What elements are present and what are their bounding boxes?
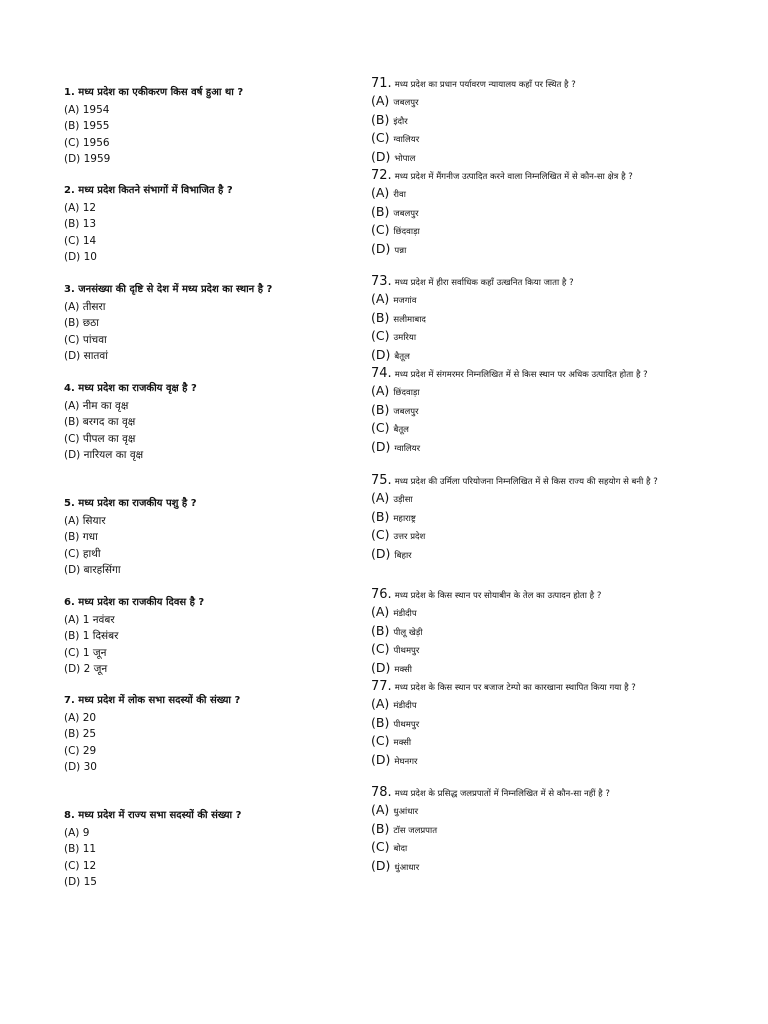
question-text: मध्य प्रदेश के प्रसिद्ध जलप्रपातों में निम्नलिखित में से कौन-सा नहीं है ? <box>394 789 610 799</box>
option-text: धुंआधार <box>394 862 420 873</box>
option-text: सलीमाबाद <box>393 314 426 325</box>
question-73 <box>371 276 671 365</box>
option-b <box>371 112 671 131</box>
option-d <box>371 241 671 260</box>
option-c <box>371 420 671 439</box>
option-a: (A) 20 <box>64 712 97 724</box>
question-text: मध्य प्रदेश में हीरा सर्वाधिक कहाँ उत्खनित किया जाता है ? <box>394 278 574 288</box>
option-letter: (B) <box>371 508 390 524</box>
option-c <box>371 328 671 347</box>
option-text: पीथमपुर <box>393 719 420 730</box>
option-letter: (B) <box>371 401 390 417</box>
options-list <box>64 200 344 265</box>
option-text: छिंदवाड़ा <box>393 227 420 237</box>
option-d <box>371 347 671 366</box>
question-text: मध्य प्रदेश का प्रधान पर्यावरण न्यायालय कहाँ पर स्थित है ? <box>394 80 576 90</box>
option-b <box>371 821 671 840</box>
options-list <box>64 513 344 578</box>
option-text: भोपाल <box>394 153 416 164</box>
option-d: (D) नारियल का वृक्ष <box>64 448 144 461</box>
question-8 <box>64 809 344 890</box>
option-letter: (D) <box>371 346 391 362</box>
question-title <box>371 78 671 91</box>
option-letter: (A) <box>371 802 390 817</box>
option-a <box>371 185 671 204</box>
option-text: बैतूल <box>393 425 409 435</box>
question-title <box>371 170 671 183</box>
option-text: महाराष्ट्र <box>393 513 416 524</box>
question-4 <box>64 382 344 463</box>
option-text: इंदौर <box>393 116 408 127</box>
option-a <box>371 490 671 509</box>
option-c: (C) पांचवा <box>64 333 107 346</box>
question-title: 8. मध्य प्रदेश में राज्य सभा सदस्यों की संख्या ? <box>64 810 242 821</box>
option-c: (C) 1 जून <box>64 646 107 659</box>
option-letter: (D) <box>371 751 391 767</box>
option-text: उड़ीसा <box>393 495 413 505</box>
options-list <box>371 185 671 259</box>
question-title <box>371 681 671 694</box>
option-d: (D) 15 <box>64 875 97 888</box>
question-number: 74. <box>371 366 392 381</box>
option-letter: (D) <box>371 240 391 256</box>
option-c: (C) हाथी <box>64 547 101 560</box>
question-75 <box>371 475 671 564</box>
option-text: पीलू खेड़ी <box>393 627 423 638</box>
option-b: (B) 13 <box>64 218 97 231</box>
question-text: मध्य प्रदेश के किस स्थान पर बजाज टेम्पो का कारखाना स्थापित किया गया है ? <box>394 683 636 693</box>
option-c: (C) पीपल का वृक्ष <box>64 432 136 445</box>
option-d <box>371 660 671 679</box>
option-letter: (D) <box>371 545 391 561</box>
options-list <box>371 291 671 365</box>
option-letter: (A) <box>371 93 390 108</box>
option-b <box>371 715 671 734</box>
question-title <box>371 589 671 602</box>
option-text: ग्वालियर <box>393 135 420 145</box>
option-b: (B) 11 <box>64 843 97 856</box>
option-b: (B) बरगद का वृक्ष <box>64 416 136 429</box>
option-text: बिहार <box>394 550 412 561</box>
question-76 <box>371 589 671 678</box>
options-list <box>371 604 671 678</box>
question-71 <box>371 78 671 167</box>
option-b <box>371 204 671 223</box>
option-c <box>371 839 671 858</box>
option-text: मेघनगर <box>394 756 418 767</box>
question-text: मध्य प्रदेश में मैंगनीज उत्पादित करने वाला निम्नलिखित में से कौन-सा क्षेत्र है ? <box>394 172 633 182</box>
option-letter: (A) <box>371 490 390 505</box>
option-b: (B) छठा <box>64 317 99 330</box>
options-list <box>64 825 344 890</box>
option-d <box>371 752 671 771</box>
question-title: 4. मध्य प्रदेश का राजकीय वृक्ष है ? <box>64 383 197 394</box>
option-b <box>371 509 671 528</box>
option-d <box>371 858 671 877</box>
option-c <box>371 733 671 752</box>
option-c <box>371 222 671 241</box>
option-letter: (B) <box>371 820 390 836</box>
option-text: ग्वालियर <box>394 443 421 454</box>
option-b: (B) 1955 <box>64 120 110 133</box>
question-title: 6. मध्य प्रदेश का राजकीय दिवस है ? <box>64 597 205 608</box>
option-letter: (C) <box>371 222 390 237</box>
options-list <box>371 93 671 167</box>
option-b: (B) 25 <box>64 728 97 741</box>
option-d <box>371 149 671 168</box>
option-a <box>371 93 671 112</box>
option-text: टॉस जलप्रपात <box>393 825 438 836</box>
question-74 <box>371 368 671 457</box>
option-letter: (D) <box>371 148 391 164</box>
option-b: (B) 1 दिसंबर <box>64 630 119 643</box>
option-a: (A) 1 नवंबर <box>64 614 115 626</box>
question-number: 71. <box>371 76 392 91</box>
options-list <box>64 102 344 167</box>
option-letter: (A) <box>371 185 390 200</box>
question-number: 75. <box>371 473 392 488</box>
question-78 <box>371 787 671 876</box>
option-letter: (A) <box>371 383 390 398</box>
option-text: धुआंधार <box>393 807 419 817</box>
option-text: मंडीदीप <box>393 609 417 619</box>
option-a <box>371 604 671 623</box>
option-letter: (A) <box>371 696 390 711</box>
question-title <box>371 368 671 381</box>
option-c: (C) 12 <box>64 859 97 872</box>
option-a: (A) 1954 <box>64 104 110 116</box>
option-c: (C) 29 <box>64 744 97 757</box>
question-title: 1. मध्य प्रदेश का एकीकरण किस वर्ष हुआ था ? <box>64 87 244 98</box>
option-letter: (C) <box>371 130 390 145</box>
option-d <box>371 546 671 565</box>
question-title: 3. जनसंख्या की दृष्टि से देश में मध्य प्रदेश का स्थान है ? <box>64 284 273 295</box>
option-letter: (C) <box>371 420 390 435</box>
option-d: (D) 2 जून <box>64 662 108 675</box>
option-a: (A) सियार <box>64 515 106 527</box>
question-2 <box>64 184 344 265</box>
option-letter: (D) <box>371 857 391 873</box>
option-b: (B) गधा <box>64 531 98 544</box>
question-title: 5. मध्य प्रदेश का राजकीय पशु है ? <box>64 498 197 509</box>
option-a <box>371 802 671 821</box>
option-d: (D) बारहसिंगा <box>64 563 121 576</box>
question-3 <box>64 283 344 364</box>
question-number: 72. <box>371 168 392 183</box>
question-text: मध्य प्रदेश में संगमरमर निम्नलिखित में से किस स्थान पर अधिक उत्पादित होता है ? <box>394 370 648 380</box>
question-number: 77. <box>371 679 392 694</box>
question-number: 76. <box>371 587 392 602</box>
option-text: मक्सी <box>393 738 412 748</box>
option-c <box>371 130 671 149</box>
option-c: (C) 14 <box>64 234 97 247</box>
option-d <box>371 439 671 458</box>
option-b <box>371 402 671 421</box>
option-text: मंडीदीप <box>393 701 417 711</box>
question-number: 78. <box>371 785 392 800</box>
options-list <box>371 490 671 564</box>
question-title: 2. मध्य प्रदेश कितने संभागों में विभाजित है ? <box>64 185 233 196</box>
option-text: जबलपुर <box>393 406 419 417</box>
options-list <box>64 710 344 775</box>
option-text: पीथमपुर <box>393 646 420 656</box>
options-list <box>64 299 344 364</box>
option-text: बैतूल <box>394 351 410 362</box>
option-letter: (B) <box>371 622 390 638</box>
options-list <box>64 612 344 677</box>
question-title: 7. मध्य प्रदेश में लोक सभा सदस्यों की संख्या ? <box>64 695 241 706</box>
option-a <box>371 291 671 310</box>
option-letter: (C) <box>371 641 390 656</box>
option-text: उमरिया <box>393 333 417 343</box>
option-letter: (C) <box>371 839 390 854</box>
options-list <box>371 383 671 457</box>
option-letter: (C) <box>371 328 390 343</box>
question-text: मध्य प्रदेश के किस स्थान पर सोयाबीन के तेल का उत्पादन होता है ? <box>394 591 602 601</box>
option-letter: (B) <box>371 111 390 127</box>
option-letter: (A) <box>371 604 390 619</box>
question-6 <box>64 596 344 677</box>
option-letter: (C) <box>371 733 390 748</box>
option-letter: (D) <box>371 438 391 454</box>
option-text: मक्सी <box>394 664 413 675</box>
question-number: 73. <box>371 274 392 289</box>
option-d: (D) 30 <box>64 760 97 773</box>
option-text: मजगांव <box>393 296 417 306</box>
option-c <box>371 527 671 546</box>
option-d: (D) 1959 <box>64 152 111 165</box>
option-text: बोदा <box>393 844 408 854</box>
options-list <box>64 398 344 463</box>
question-72 <box>371 170 671 259</box>
option-a: (A) 12 <box>64 202 97 214</box>
option-d: (D) सातवां <box>64 349 108 362</box>
question-title <box>371 276 671 289</box>
option-c: (C) 1956 <box>64 136 110 149</box>
option-a <box>371 696 671 715</box>
option-text: जबलपुर <box>393 208 419 219</box>
option-text: छिंदवाड़ा <box>393 388 420 398</box>
option-b <box>371 310 671 329</box>
option-a: (A) 9 <box>64 827 90 839</box>
option-d: (D) 10 <box>64 250 97 263</box>
option-letter: (D) <box>371 659 391 675</box>
option-letter: (B) <box>371 714 390 730</box>
options-list <box>371 696 671 770</box>
option-text: रीवा <box>393 190 406 200</box>
option-letter: (A) <box>371 291 390 306</box>
option-c <box>371 641 671 660</box>
question-text: मध्य प्रदेश की उर्मिला परियोजना निम्नलिखित में से किस राज्य की सहयोग से बनी है ? <box>394 477 658 487</box>
question-1 <box>64 86 344 167</box>
option-letter: (C) <box>371 527 390 542</box>
option-text: पन्ना <box>394 245 407 256</box>
option-text: जबलपुर <box>393 98 419 108</box>
question-5 <box>64 497 344 578</box>
question-77 <box>371 681 671 770</box>
option-a: (A) तीसरा <box>64 301 106 313</box>
option-a: (A) नीम का वृक्ष <box>64 400 129 412</box>
option-letter: (B) <box>371 309 390 325</box>
option-letter: (B) <box>371 203 390 219</box>
question-7 <box>64 694 344 775</box>
option-b <box>371 623 671 642</box>
options-list <box>371 802 671 876</box>
question-title <box>371 475 671 488</box>
question-title <box>371 787 671 800</box>
option-text: उत्तर प्रदेश <box>393 532 426 542</box>
option-a <box>371 383 671 402</box>
